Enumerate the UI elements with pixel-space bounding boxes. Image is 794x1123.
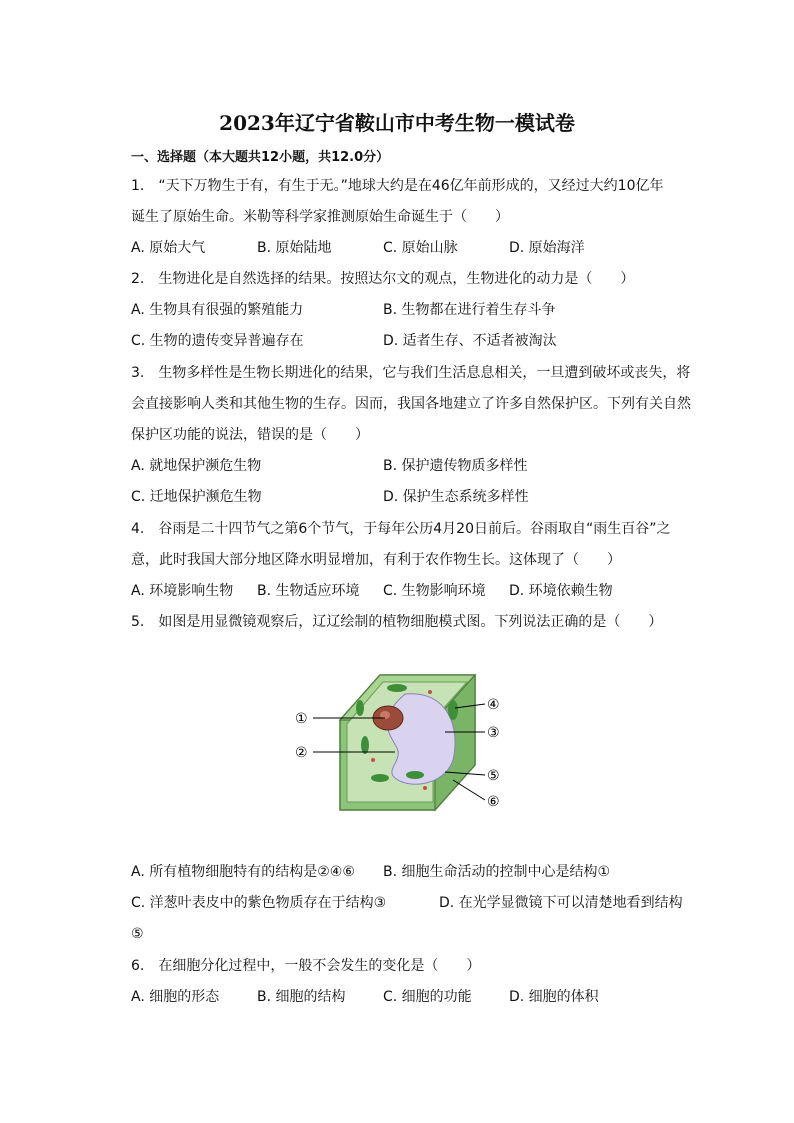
page-title: 2023年辽宁省鞍山市中考生物一模试卷: [219, 111, 575, 135]
mitochondrion: [428, 690, 432, 694]
q1-option-d[interactable]: D. 原始海洋: [509, 240, 585, 256]
label-1: ①: [295, 711, 308, 727]
q2-option-d[interactable]: D. 适者生存、不适者被淘汰: [383, 333, 557, 349]
leader-line-6: [453, 780, 485, 800]
chloroplast: [356, 700, 364, 716]
question-3-text-cont: 会直接影响人类和其他生物的生存。因而，我国各地建立了许多自然保护区。下列有关自然: [131, 396, 691, 412]
q3-option-c[interactable]: C. 迁地保护濒危生物: [131, 489, 262, 505]
question-4-text: 4. 谷雨是二十四节气之第6个节气，于每年公历4月20日前后。谷雨取自“雨生百谷”之: [131, 521, 671, 537]
q5-option-d[interactable]: D. 在光学显微镜下可以清楚地看到结构: [439, 895, 683, 911]
chloroplast: [406, 771, 424, 779]
q6-option-c[interactable]: C. 细胞的功能: [383, 989, 472, 1005]
question-3-text: 3. 生物多样性是生物长期进化的结果，它与我们生活息息相关，一旦遭到破坏或丧失，将: [131, 365, 691, 381]
chloroplast: [361, 736, 369, 754]
mitochondrion: [371, 758, 375, 762]
chloroplast: [448, 700, 458, 720]
label-3: ③: [487, 725, 500, 741]
q4-option-b[interactable]: B. 生物适应环境: [257, 583, 360, 599]
q2-option-b[interactable]: B. 生物都在进行着生存斗争: [383, 302, 556, 318]
q5-option-c[interactable]: C. 洋葱叶表皮中的紫色物质存在于结构③: [131, 895, 387, 911]
q1-option-a[interactable]: A. 原始大气: [131, 240, 206, 256]
q1-option-b[interactable]: B. 原始陆地: [257, 240, 332, 256]
q6-option-a[interactable]: A. 细胞的形态: [131, 989, 220, 1005]
q2-option-c[interactable]: C. 生物的遗传变异普遍存在: [131, 333, 304, 349]
q5-option-d-cont: ⑤: [131, 926, 144, 942]
label-4: ④: [487, 697, 500, 713]
question-6-text: 6. 在细胞分化过程中，一般不会发生的变化是（ ）: [131, 958, 481, 974]
label-5: ⑤: [487, 768, 500, 784]
section-heading: 一、选择题（本大题共12小题，共12.0分）: [131, 150, 390, 165]
q1-option-c[interactable]: C. 原始山脉: [383, 240, 458, 256]
label-2: ②: [295, 745, 308, 761]
q5-option-a[interactable]: A. 所有植物细胞特有的结构是②④⑥: [131, 864, 355, 880]
question-1-text-cont: 诞生了原始生命。米勒等科学家推测原始生命诞生于（ ）: [131, 209, 509, 225]
q5-option-b[interactable]: B. 细胞生命活动的控制中心是结构①: [383, 864, 611, 880]
q3-option-d[interactable]: D. 保护生态系统多样性: [383, 489, 529, 505]
question-4-text-cont: 意，此时我国大部分地区降水明显增加，有利于农作物生长。这体现了（ ）: [131, 552, 621, 568]
q4-option-a[interactable]: A. 环境影响生物: [131, 583, 234, 599]
q4-option-d[interactable]: D. 环境依赖生物: [509, 583, 613, 599]
q6-option-d[interactable]: D. 细胞的体积: [509, 989, 599, 1005]
label-6: ⑥: [487, 794, 500, 810]
plant-cell-diagram: [285, 660, 515, 820]
question-5-text: 5. 如图是用显微镜观察后，辽辽绘制的植物细胞模式图。下列说法正确的是（ ）: [131, 614, 663, 630]
q2-option-a[interactable]: A. 生物具有很强的繁殖能力: [131, 302, 304, 318]
question-1-text: 1. “天下万物生于有，有生于无。”地球大约是在46亿年前形成的，又经过大约10亿年: [131, 178, 664, 194]
mitochondrion: [423, 786, 427, 790]
q6-option-b[interactable]: B. 细胞的结构: [257, 989, 346, 1005]
question-2-text: 2. 生物进化是自然选择的结果。按照达尔文的观点，生物进化的动力是（ ）: [131, 271, 635, 287]
chloroplast: [371, 774, 389, 782]
q4-option-c[interactable]: C. 生物影响环境: [383, 583, 486, 599]
q3-option-b[interactable]: B. 保护遗传物质多样性: [383, 458, 528, 474]
chloroplast: [387, 684, 407, 692]
q3-option-a[interactable]: A. 就地保护濒危生物: [131, 458, 262, 474]
question-3-text-cont2: 保护区功能的说法，错误的是（ ）: [131, 427, 369, 443]
